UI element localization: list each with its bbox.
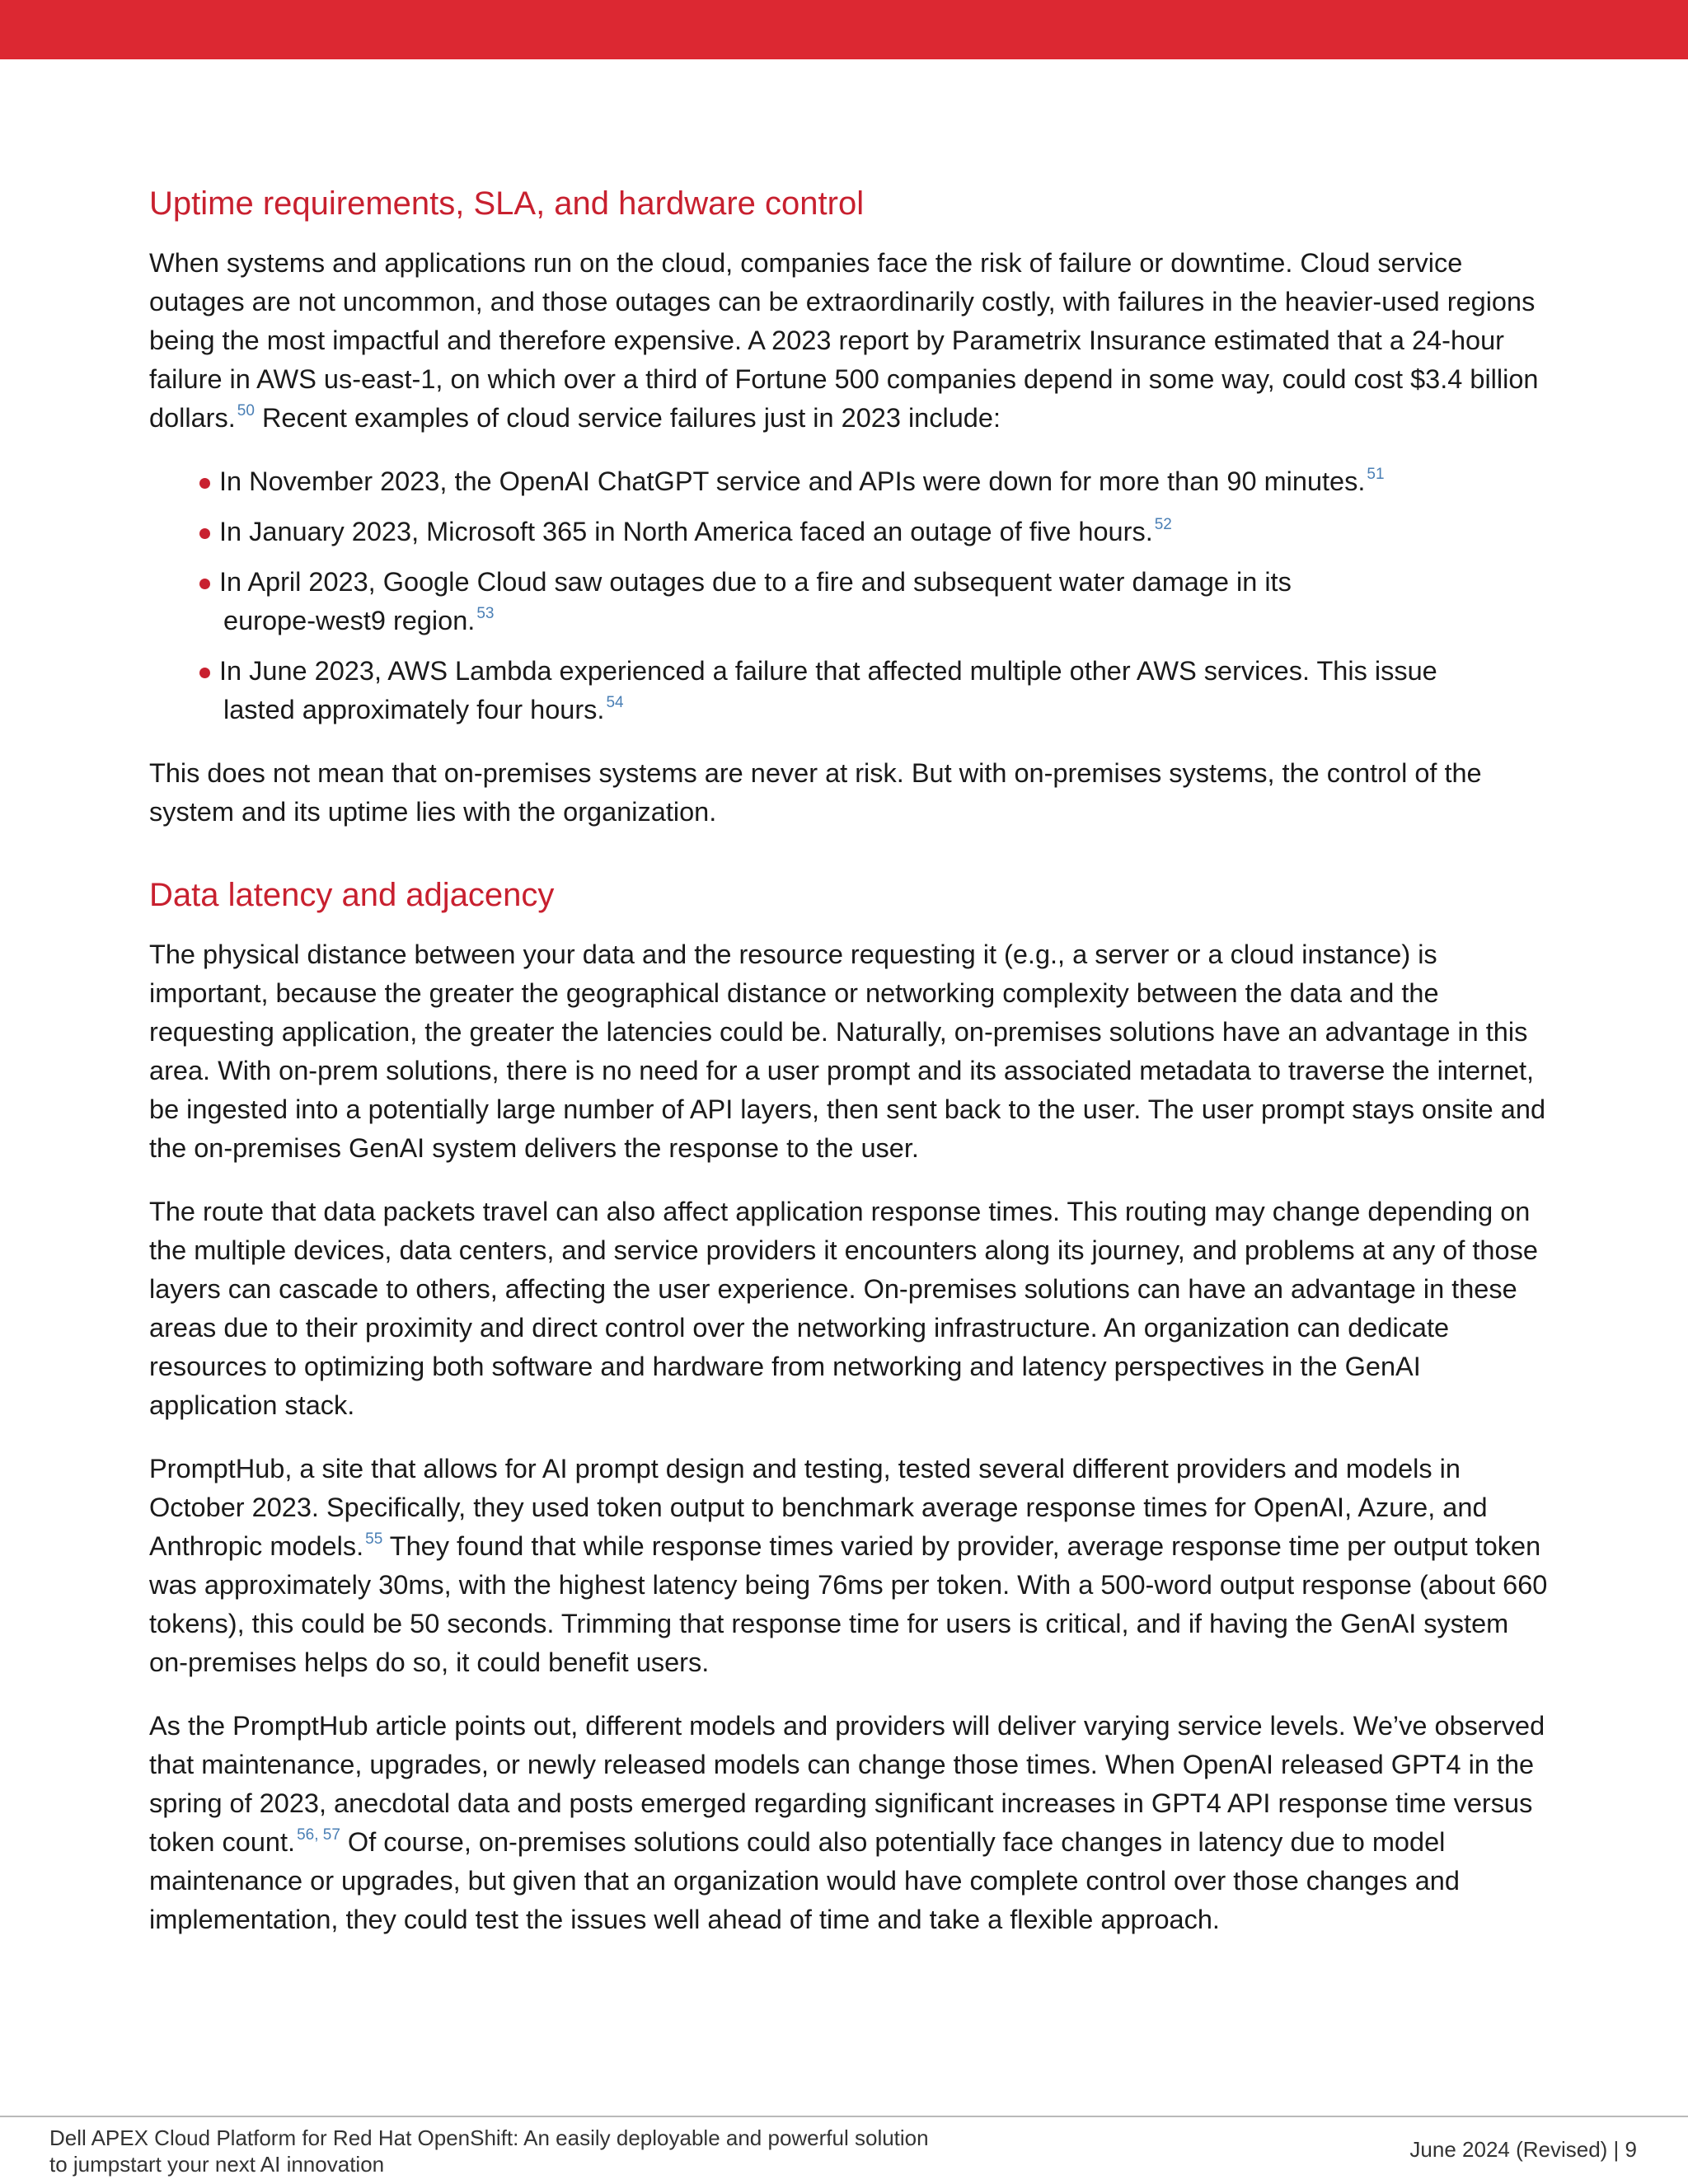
page-content	[149, 181, 1550, 1964]
list-item	[149, 563, 1550, 640]
footer-title-line: to jumpstart your next AI innovation	[49, 2152, 385, 2177]
footnote-ref[interactable]: 53	[476, 605, 495, 622]
list-item-text: In April 2023, Google Cloud saw outages due to a fire and subsequent water damage in its	[219, 567, 1292, 597]
paragraph-latency-prompthub	[149, 1450, 1550, 1682]
footnote-ref[interactable]: 56, 57	[297, 1826, 340, 1844]
paragraph-uptime-intro	[149, 244, 1550, 438]
paragraph-text: When systems and applications run on the cloud, companies face the risk of failure or downtime. Cloud service outages are not uncommon, and those outages can be extraordinarily costly, with failures in the heavier-used regions being the most impactful and therefore expensive. A 2023 report by Parametrix Insurance estimated that a 24-hour failure in AWS us-east-1, on which over a third of Fortune 500 companies depend in some way, could cost $3.4 billion dollars.	[149, 248, 1539, 433]
footnote-ref[interactable]: 52	[1154, 516, 1172, 533]
footnote-ref[interactable]: 54	[606, 694, 624, 711]
outage-bullet-list	[149, 462, 1550, 729]
list-item-text: In June 2023, AWS Lambda experienced a failure that affected multiple other AWS services. This issue	[219, 656, 1437, 686]
footnote-ref[interactable]: 55	[365, 1530, 383, 1548]
list-item-continuation	[219, 602, 1550, 640]
section-heading-uptime: Uptime requirements, SLA, and hardware control	[149, 185, 865, 222]
list-item-text: In November 2023, the OpenAI ChatGPT service and APIs were down for more than 90 minutes.	[219, 466, 1366, 496]
paragraph-latency-routing: The route that data packets travel can also affect application response times. This routing may change depending on the multiple devices, data centers, and service providers it encounters along its journey, and problems at any of those layers can cascade to others, affecting the user experience. On-premises solutions can have an advantage in these areas due to their proximity and direct control over the networking infrastructure. An organization can dedicate resources to optimizing both software and hardware from networking and latency perspectives in the GenAI application stack.	[149, 1197, 1538, 1420]
list-item	[149, 652, 1550, 729]
bullet-dot-icon	[199, 668, 210, 678]
bullet-dot-icon	[199, 478, 210, 489]
footnote-ref[interactable]: 50	[237, 402, 255, 419]
section-spacer	[149, 856, 1550, 873]
header-accent-bar	[0, 0, 1688, 59]
footer-document-title	[49, 2125, 1121, 2177]
paragraph-text: As the PromptHub article points out, different models and providers will deliver varying service levels. We’ve observed that maintenance, upgrades, or newly released models can change those times. When OpenAI released GPT4 in the spring of 2023, anecdotal data and posts emerged regarding significant increases in GPT4 API response time versus token count.	[149, 1711, 1545, 1857]
paragraph-text: Of course, on-premises solutions could also potentially face changes in latency due to model maintenance or upgrades, but given that an organization would have complete control over those changes and implementation, they could test the issues well ahead of time and take a flexible approach.	[149, 1827, 1460, 1934]
footnote-ref[interactable]: 51	[1367, 466, 1385, 483]
paragraph-text: Recent examples of cloud service failures just in 2023 include:	[254, 403, 1001, 433]
footer-divider	[0, 2116, 1688, 2117]
paragraph-latency-models	[149, 1707, 1550, 1939]
list-item	[149, 513, 1550, 551]
paragraph-text: PromptHub, a site that allows for AI prompt design and testing, tested several different providers and models in October 2023. Specifically, they used token output to benchmark average response times for OpenAI, Azure, and Anthropic models.	[149, 1454, 1488, 1561]
paragraph-latency-distance: The physical distance between your data and the resource requesting it (e.g., a server or a cloud instance) is important, because the greater the geographical distance or networking complexity between the data and the requesting application, the greater the latencies could be. Naturally, on-premises solutions have an advantage in this area. With on-prem solutions, there is no need for a user prompt and its associated metadata to traverse the internet, be ingested into a potentially large number of API layers, then sent back to the user. The user prompt stays onsite and the on-premises GenAI system delivers the response to the user.	[149, 940, 1546, 1163]
paragraph-text: They found that while response times varied by provider, average response time per output token was approximately 30ms, with the highest latency being 76ms per token. With a 500-word output response (about 660 tokens), this could be 50 seconds. Trimming that response time for users is critical, and if having the GenAI system on-premises helps do so, it could benefit users.	[149, 1531, 1548, 1677]
section-heading-latency: Data latency and adjacency	[149, 877, 555, 913]
bullet-dot-icon	[199, 579, 210, 589]
bullet-dot-icon	[199, 528, 210, 539]
footer-title-line: Dell APEX Cloud Platform for Red Hat OpenShift: An easily deployable and powerful solution	[49, 2125, 929, 2150]
footer-date-page: June 2024 (Revised) | 9	[1409, 2137, 1637, 2162]
list-item-text: In January 2023, Microsoft 365 in North America faced an outage of five hours.	[219, 517, 1153, 546]
list-item-text: europe-west9 region.	[223, 606, 476, 635]
list-item-continuation	[219, 691, 1550, 729]
list-item-text: lasted approximately four hours.	[223, 695, 605, 724]
paragraph-uptime-closing: This does not mean that on-premises systems are never at risk. But with on-premises systems, the control of the system and its uptime lies with the organization.	[149, 758, 1482, 827]
list-item	[149, 462, 1550, 501]
